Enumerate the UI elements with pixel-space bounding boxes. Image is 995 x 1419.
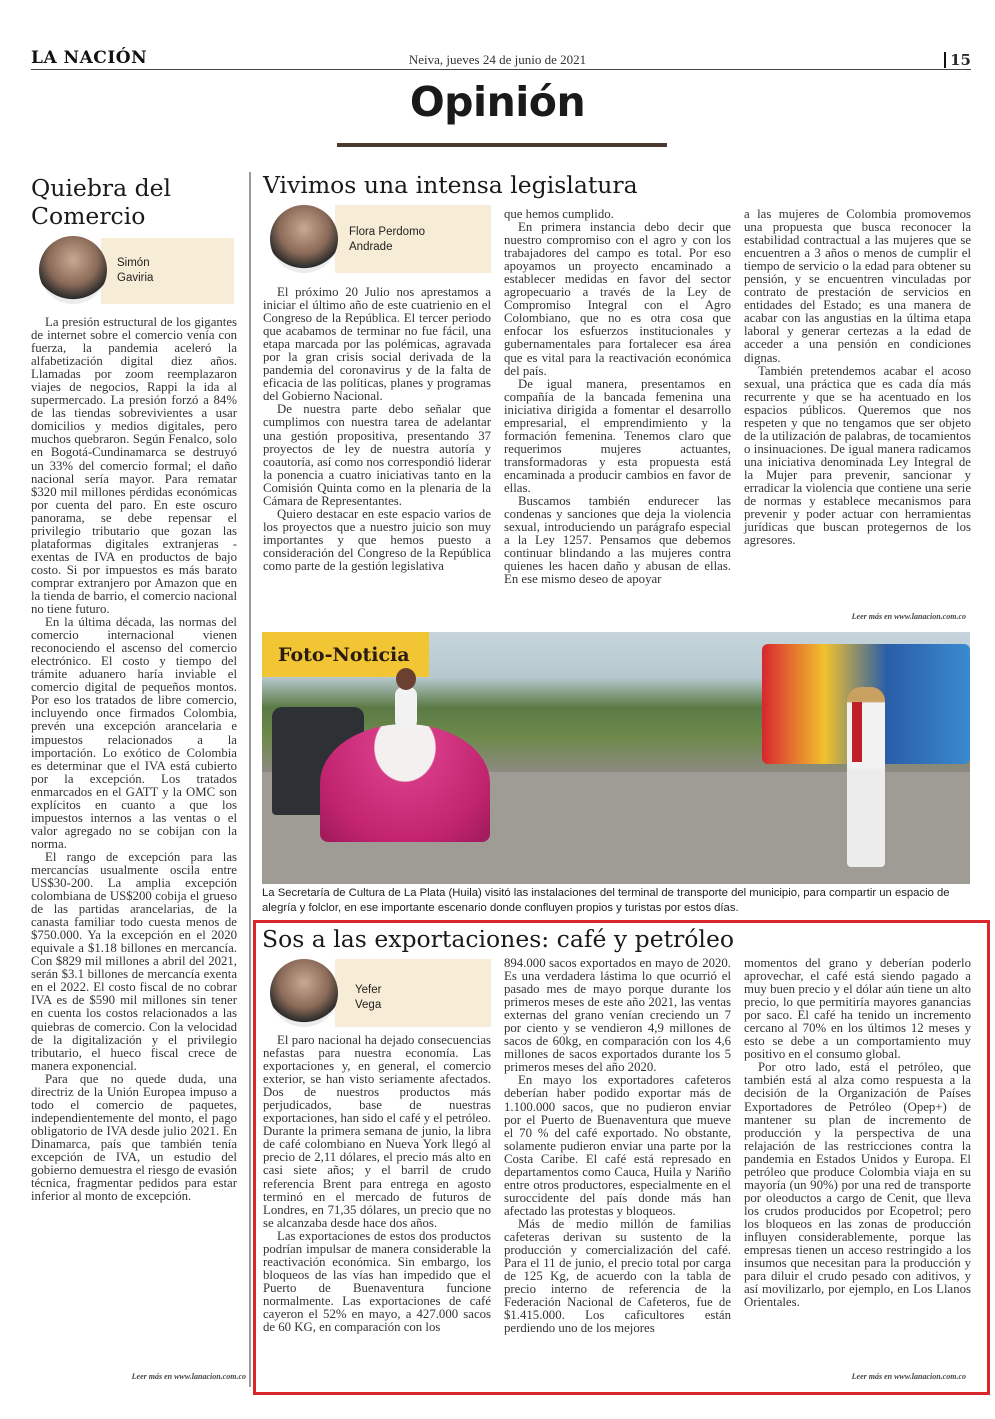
- dancer-torso: [395, 687, 417, 729]
- article-title: [31, 174, 246, 230]
- author-byline: [263, 205, 491, 273]
- article-body-col2: [504, 957, 731, 1335]
- author-last-name: Andrade: [349, 241, 393, 253]
- masthead-logo: LA NACIÓN: [31, 48, 148, 68]
- dancer-skirt: [320, 724, 490, 842]
- read-more-link[interactable]: Leer más en www.lanacion.com.co: [851, 612, 966, 621]
- dancer-head: [396, 668, 416, 690]
- author-byline: [31, 238, 234, 304]
- author-last-name: Gaviria: [117, 272, 154, 284]
- paragraph: Quiero destacar en este espacio varios de los proyectos que a nuestro juicio son muy importantes y que hemos puesto a consideración del Congreso de la República como parte de la gestión legislativa: [263, 506, 491, 573]
- paragraph: En la última década, las normas del comercio internacional vienen reconociendo el ascenso del comercio electrónico. El costo y tiempo del trámite aduanero haría inviable el comercio digital de pequeños montos. Por eso los tratados de libre comercio, incluyendo once firmados Colombia, prevén una excepción arancelaria e impuestos relacionados a la importación. Lo exótico de Colombia es determinar que el IVA está cubierto por la excepción. Los tratados enmarcados en el GATT y la OMC son explícitos en cuanto a que los impuestos internos a las ventas o el valor agregado no se cobijan con la norma.: [31, 615, 237, 851]
- page-number: 15: [944, 52, 971, 68]
- paragraph: La presión estructural de los gigantes de internet sobre el comercio venía con fuerza, la pandemia aceleró la alfabetización digital diez años. Llamadas por zoom reemplazaron viajes de negocios, Rappi la ida al supermercado. La presión forzó a 84% de las tiendas sobrevivientes a usar domicilios y medios digitales, pero muchos quebraron. Según Fenalco, solo en Bogotá-Cundinamarca se destruyó un 33% del comercio formal; el daño nacional sería mayor. Para rematar $320 mil millones pérdidas económicas por cuenta del paro. En este oscuro panorama, se debe repensar el privilegio tributario que gozan las plataformas digitales extranjeras -exentas de IVA en productos de bajo costo. Si por impuestos es más barato comprar extranjero por Amazon que en la tienda de barrio, el comercio nacional no tiene futuro.: [31, 315, 237, 617]
- paragraph: 894.000 sacos exportados en mayo de 2020. Es una verdadera lástima lo que ocurrió el pasado mes de mayo porque durante los primeros meses de este año 2021, las ventas externas del grano venían creciendo un 7 por ciento y se vendieron 4,9 millones de sacos de 60kg, en comparación con los 4,6 millones de sacos exportados durante los 5 primeros meses del año 2020.: [504, 956, 731, 1075]
- article-title: Vivimos una intensa legislatura: [263, 171, 638, 199]
- paragraph: a las mujeres de Colombia promovemos una propuesta que busca reconocer la estabilidad contractual a las mujeres que se encuentren a 3 años o menos de cumplir el tiempo de servicio o la edad para obtener su pensión, y se encuentren vinculadas por contrato de prestación de servicios en entidades del Estado; es una manera de acabar con las angustias en la última etapa laboral y generar certezas a la edad de acceder a una pensión en condiciones dignas.: [744, 207, 971, 365]
- article-title: Sos a las exportaciones: café y petróleo: [262, 925, 735, 953]
- article-title-line: Quiebra del: [31, 174, 172, 202]
- paragraph: De igual manera, presentamos en compañía de la bancada femenina una iniciativa dirigida a fomentar el desarrollo empresarial, el emprendimiento y la formación femenina. Tenemos claro que requerimos mujeres actuantes, transformadoras y esta propuesta está encaminada a producir cambios en favor de ellas.: [504, 376, 731, 495]
- author-photo: [270, 959, 338, 1027]
- paragraph: que hemos cumplido.: [504, 207, 614, 221]
- paragraph: Las exportaciones de estos dos productos podrían impulsar de manera considerable la reactivación económica. Sin embargo, los bloqueos de las vías han impedido que el Puerto de Buenaventura funcione normalmente. Las exportaciones de café cayeron el 52% en mayo, a 427.000 sacos de 60 KG, en comparación con los: [263, 1228, 491, 1335]
- section-underline: [337, 143, 667, 147]
- paragraph: Más de medio millón de familias cafeteras derivan su sustento de la producción y comercialización del café. Para el 11 de junio, el precio total por carga de 125 Kg, de acuerdo con la tabla de precio interno de referencia de la Federación Nacional de Cafeteros, fue de $1.415.000. Los caficultores están perdiendo uno de los mejores: [504, 1216, 731, 1336]
- article-body-col3: [744, 957, 971, 1309]
- author-photo: [39, 236, 107, 304]
- author-first-name: Simón: [117, 257, 150, 269]
- article-title-line: Comercio: [31, 202, 146, 230]
- news-photo: [262, 632, 970, 884]
- column-divider: [249, 172, 251, 1387]
- paragraph: El rango de excepción para las mercancías usualmente oscila entre US$30-200. La amplia excepción colombiana de US$200 cobija el grueso de las partidas arancelarias, de la canasta familiar todo cuesta menos de $750.000. Ya la excepción en el 2020 equivale a $1.18 billones en mercancía. Con $829 mil millones a abril del 2021, serán $3.1 billones de mercancía exenta en el 2022. El costo fiscal de no cobrar IVA es de $590 mil millones sin tener en cuenta los costos relacionados a las quiebras de comercio. Con la velocidad de la digitalización y el privilegio tributario, el hueco fiscal crece de manera exponencial.: [31, 849, 237, 1073]
- article-body-col1: [263, 1034, 491, 1334]
- paragraph: momentos del grano y deberían poderlo aprovechar, el café está siendo pagado a muy buen precio y el dólar aún tiene un alto precio, lo que permitiría mayores ganancias por saco. El café ha tenido un incremento cercano al 70% en los últimos 12 meses y esto se debe a un comportamiento muy positivo en el consumo global.: [744, 956, 971, 1062]
- paragraph: De nuestra parte debo señalar que cumplimos con nuestra tarea de adelantar una gestión propositiva, presentando 37 proyectos de ley de nuestra autoría y coautoría, así como nos correspondió liderar la ponencia a cuatro iniciativas tanto en la Comisión Quinta como en la plenaria de la Cámara de Representantes.: [263, 402, 491, 508]
- paragraph: En mayo los exportadores cafeteros deberían haber podido exportar más de 1.100.000 sacos, que no pudieron enviar por el Puerto de Buenaventura que mueve el 70 % del café exportado. No obstante, solamente pudieron enviar una parte por la Costa Caribe. El café está represado en departamentos como Cauca, Huila y Nariño entre otros productores, especialmente en el suroccidente del país donde más han afectado las protestas y bloqueos.: [504, 1073, 731, 1218]
- paragraph: El paro nacional ha dejado consecuencias nefastas para nuestra economía. Las exportaciones y, en general, el comercio exterior, se han visto seriamente afectados. Dos de nuestros productos más perjudicados, base de nuestras exportaciones, han sido el café y el petróleo. Durante la primera semana de junio, la libra de café colombiano en Nueva York llegó al precio de 2,11 dólares, el precio más alto en casi siete años; y el barril de crudo referencia Brent para entrega en agosto terminó en el mercado de futuros de Londres, en 71,35 dólares, un precio que no se alcanzaba desde hace dos años.: [263, 1033, 491, 1230]
- author-byline: [263, 959, 491, 1027]
- date-line: Neiva, jueves 24 de junio de 2021: [408, 52, 587, 67]
- author-first-name: Flora Perdomo: [349, 226, 426, 238]
- read-more-link[interactable]: Leer más en www.lanacion.com.co: [851, 1372, 966, 1381]
- paragraph: Buscamos también endurecer las condenas y sanciones que deja la violencia sexual, introduciendo un parágrafo especial a la Ley 1257. Pensamos que debemos continuar blindando a las mujeres contra quienes les hacen daño y abusan de ellas. En ese mismo deseo de apoyar: [504, 494, 731, 587]
- paragraph: El próximo 20 Julio nos aprestamos a iniciar el último año de este cuatrienio en el Congreso de la República. El tercer periodo que acabamos de terminar no fue fácil, una etapa marcada por las polémicas, agravada por la gran crisis social derivada de la pandemia del coronavirus y de la falta de eficacia de las políticas, planes y programas del Gobierno Nacional.: [263, 285, 491, 404]
- article-body: [31, 316, 237, 1203]
- author-photo: [270, 205, 338, 273]
- paragraph: También pretendemos acabar el acoso sexual, una práctica que es cada día más recurrente y que se ha acentuado en los espacios públicos. Queremos que nos respeten y que no tengamos que ser objeto de la utilización de palabras, de tocamientos o insinuaciones. De igual manera radicamos una iniciativa denominada Ley Integral de la Mujer para prevenir, sancionar y erradicar la violencia que contiene una serie de normas y establece mecanismos para prevenir y poder actuar con herramientas jurídicas que buscan protegernos de los agresores.: [744, 363, 971, 548]
- read-more-link[interactable]: Leer más en www.lanacion.com.co: [131, 1372, 246, 1381]
- man-scarf: [852, 702, 862, 762]
- paragraph: En primera instancia debo decir que nuestro compromiso con el agro y con los trabajadores del campo es total. Por eso apoyamos un proyecto encaminado a establecer medidas en favor del sector agropecuario a través de la Ley de Compromiso Integral con el Agro Colombiano, que no es otra cosa que enfocar los esfuerzos institucionales y gubernamentales para fortalecer esa área que es vital para la reactivación económica del país.: [504, 220, 731, 378]
- foto-noticia-tag: Foto-Noticia: [262, 632, 429, 677]
- section-title: Opinión: [409, 78, 586, 126]
- header-rule: [31, 69, 971, 70]
- paragraph: Por otro lado, está el petróleo, que también está al alza como respuesta a la decisión de la Organización de Países Exportadores de Petróleo (Opep+) de mantener su plan de incremento de producción y la perspectiva de una relajación de las restricciones contra la pandemia en Estados Unidos y Europa. El petróleo que produce Colombia viaja en su mayoría (un 90%) por una red de transporte por oleoductos a cargo de Cenit, que lleva los crudos producidos por Ecopetrol; pero los bloqueos en las zonas de producción influyen considerablemente, porque las empresas tienen un acceso restringido a los insumos que necesitan para la producción y para diluir el crudo pesado con aditivos, y así movilizarlo, por ejemplo, en Los Llanos Orientales.: [744, 1060, 971, 1310]
- author-last-name: Vega: [355, 999, 382, 1011]
- author-first-name: Yefer: [355, 984, 382, 996]
- article-body-col3: [744, 208, 971, 547]
- article-body-col1: [263, 286, 491, 573]
- photo-caption: La Secretaría de Cultura de La Plata (Huila) visitó las instalaciones del terminal de transporte del municipio, para compartir un espacio de alegría y folclor, en ese importante escenario donde confluyen propios y turistas por estos días.: [262, 887, 950, 914]
- paragraph: Para que no quede duda, una directriz de la Unión Europea impuso a todo el comercio de paquetes, independientemente del monto, el pago obligatorio de IVA desde julio 2021. En Dinamarca, país que también tenía excepción de IVA, un estudio del gobierno demuestra el riesgo de evasión técnica, fragmentar pedidos para estar inferior al monto de excepción.: [31, 1071, 237, 1204]
- article-body-col2: [504, 208, 731, 586]
